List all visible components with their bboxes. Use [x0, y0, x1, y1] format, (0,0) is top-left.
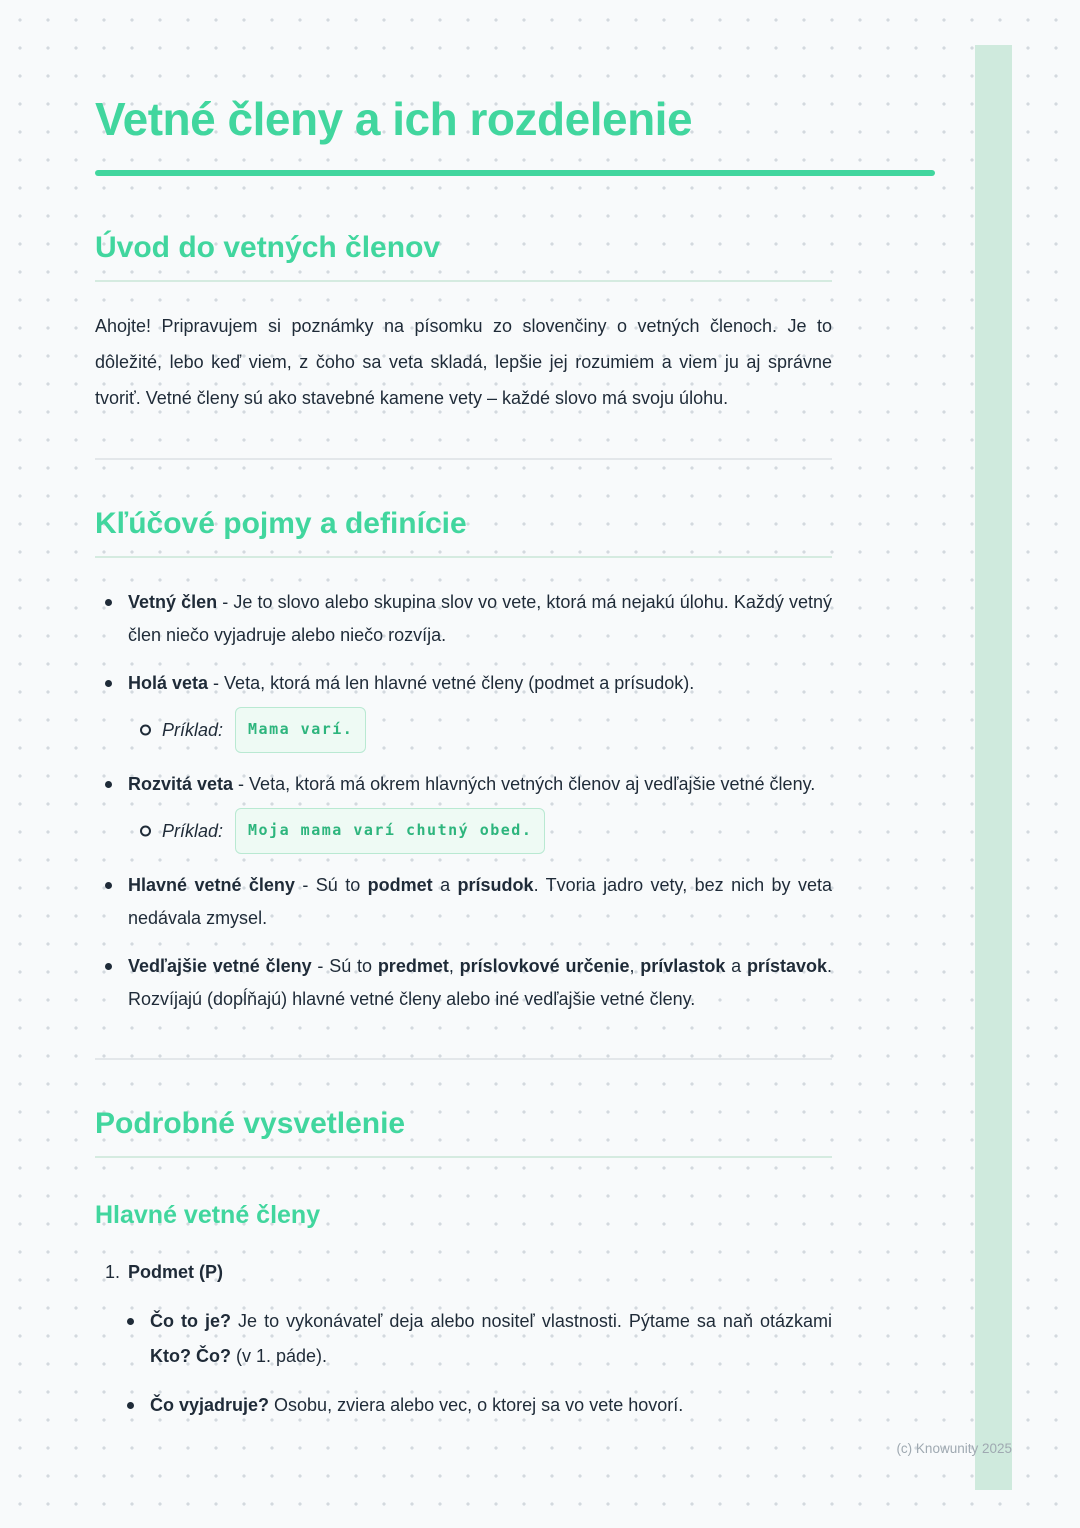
watermark: (c) Knowunity 2025	[896, 1441, 1012, 1456]
numbered-item-podmet	[95, 1258, 832, 1423]
section-detailed	[95, 1106, 832, 1423]
point-text: Čo to je? Je to vykonávateľ deja alebo nositeľ vlastnosti. Pýtame sa naň otázkami Kto? Čo? (v 1. páde).	[150, 1311, 833, 1366]
example-label: Príklad:	[162, 719, 224, 740]
list-item-vedlajsie-vetne-cleny	[95, 950, 832, 1016]
item-number: 1.	[105, 1262, 121, 1282]
right-accent-stripe	[975, 45, 1012, 1490]
section-key-terms	[95, 506, 832, 1016]
term-definition: Holá veta - Veta, ktorá má len hlavné vetné členy (podmet a prísudok).	[128, 673, 695, 693]
section-intro	[95, 230, 832, 416]
page-content	[95, 92, 832, 1437]
example-row	[140, 808, 832, 854]
section-divider	[95, 1058, 832, 1060]
intro-paragraph: Ahojte! Pripravujem si poznámky na písomku zo slovenčiny o vetných členoch. Je to dôležité, lebo keď viem, z čoho sa veta skladá, lepšie jej rozumiem a viem ju aj správne tvoriť. Vetné členy sú ako stavebné kamene vety – každé slovo má svoju úlohu.	[95, 316, 832, 408]
code-example: Moja mama varí chutný obed.	[235, 808, 545, 854]
term-definition: Vetný člen - Je to slovo alebo skupina slov vo vete, ktorá má nejakú úlohu. Každý vetný člen niečo vyjadruje alebo niečo rozvíja.	[128, 592, 833, 645]
numbered-item-title	[95, 1258, 832, 1286]
point-text: Čo vyjadruje? Osobu, zviera alebo vec, o ktorej sa vo vete hovorí.	[150, 1395, 684, 1415]
example-row	[140, 707, 832, 753]
key-terms-list	[95, 586, 832, 1016]
list-item-rozvita-veta	[95, 768, 832, 854]
title-underline-bar	[95, 170, 935, 176]
list-item-co-to-je	[123, 1304, 832, 1374]
key-terms-heading: Kľúčové pojmy a definície	[95, 506, 832, 558]
term-definition: Hlavné vetné členy - Sú to podmet a prísudok. Tvoria jadro vety, bez nich by veta nedávala zmysel.	[128, 875, 832, 928]
item-label: Podmet (P)	[128, 1262, 224, 1282]
list-item-co-vyjadruje	[123, 1388, 832, 1423]
example-label: Príklad:	[162, 820, 224, 841]
detailed-subheading: Hlavné vetné členy	[95, 1201, 321, 1229]
intro-heading: Úvod do vetných členov	[95, 230, 832, 282]
term-definition: Rozvitá veta - Veta, ktorá má okrem hlavných vetných členov aj vedľajšie vetné členy.	[128, 774, 816, 794]
section-divider	[95, 458, 832, 460]
page-title: Vetné členy a ich rozdelenie	[95, 93, 693, 145]
list-item-hlavne-vetne-cleny	[95, 869, 832, 935]
podmet-points-list	[95, 1304, 832, 1423]
detailed-heading: Podrobné vysvetlenie	[95, 1106, 832, 1158]
list-item-vetny-clen	[95, 586, 832, 652]
term-definition: Vedľajšie vetné členy - Sú to predmet, príslovkové určenie, prívlastok a prístavok. Rozvíjajú (dopĺňajú) hlavné vetné členy alebo iné vedľajšie vetné členy.	[128, 956, 832, 1009]
list-item-hola-veta	[95, 667, 832, 753]
code-example: Mama varí.	[235, 707, 366, 753]
